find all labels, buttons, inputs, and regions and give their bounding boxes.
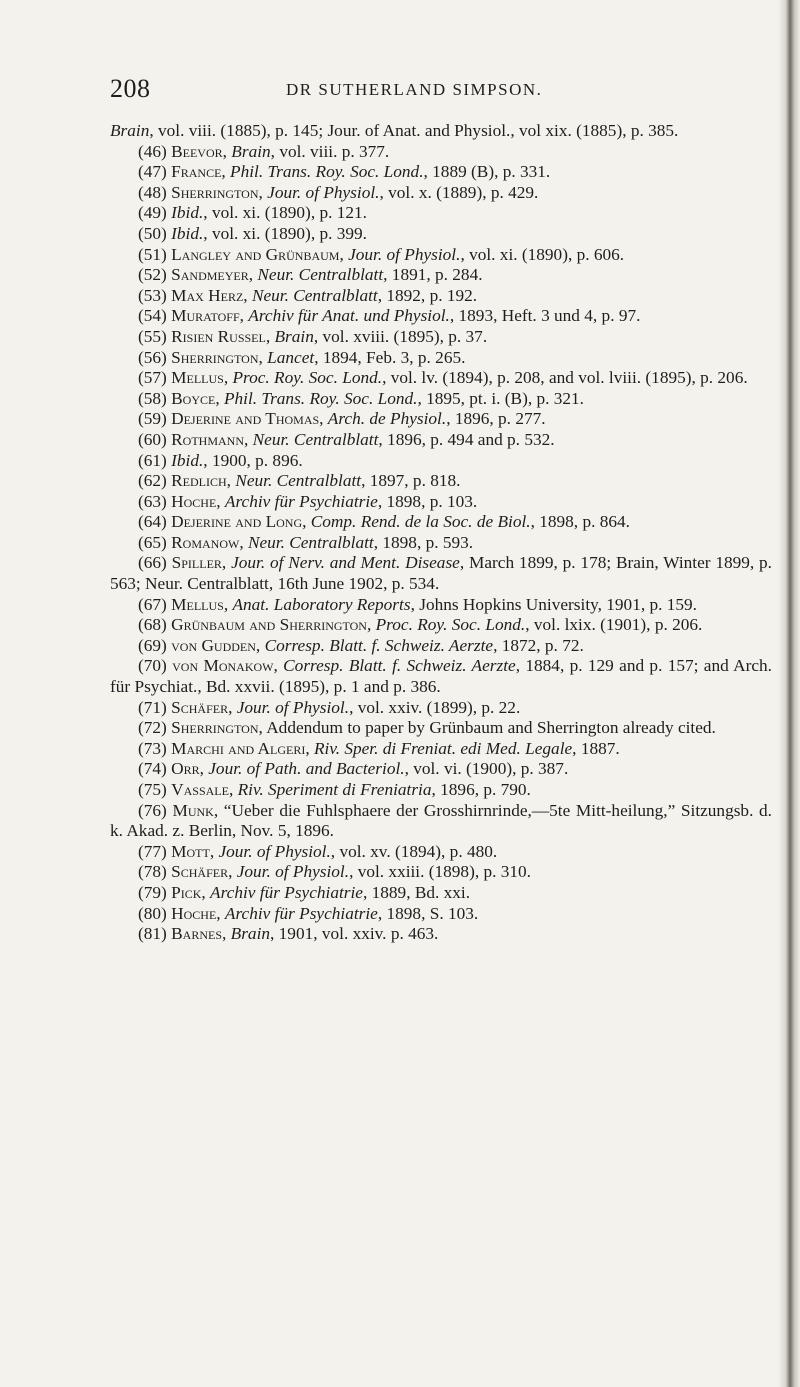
reference-author: Schäfer (171, 862, 229, 882)
reference-journal: Proc. Roy. Soc. Lond. (232, 368, 383, 388)
reference-journal: Comp. Rend. de la Soc. de Biol. (310, 512, 531, 532)
reference-journal: Jour. of Physiol. (236, 697, 350, 717)
reference-author: Dejerine and Thomas (171, 409, 320, 429)
reference-entry (110, 718, 772, 739)
reference-entry: (51) Langley and Grünbaum, Jour. of Physiol., vol. xi. (1890), p. 606. (138, 244, 625, 264)
page-number: 208 (110, 74, 151, 103)
reference-author: France (171, 162, 222, 182)
reference-details: , vol. xxiv. (1899), p. 22. (349, 697, 521, 717)
reference-details: , 1901, vol. xxiv. p. 463. (270, 924, 439, 944)
reference-entry: (66) Spiller, Jour. of Nerv. and Ment. Disease, March 1899, p. 178; Brain, Winter 1899, p. 563; Neur. Centralblatt, 16th June 1902, p. 534. (110, 553, 773, 594)
reference-author: Schäfer (171, 697, 229, 717)
reference-number: (66) (138, 553, 167, 573)
reference-journal: Ibid. (171, 450, 204, 470)
reference-author: Sherrington (171, 718, 259, 738)
reference-details: , 1896, p. 494 and p. 532. (378, 429, 555, 449)
reference-journal: Lancet (267, 347, 315, 367)
reference-details: , 1872, p. 72. (493, 635, 584, 655)
reference-entry: (57) Mellus, Proc. Roy. Soc. Lond., vol. lv. (1894), p. 208, and vol. lviii. (1895), p. 206. (138, 368, 748, 388)
reference-author: Spiller (171, 553, 222, 573)
reference-journal: Jour. of Physiol. (236, 862, 350, 882)
reference-details: , 1889, Bd. xxi. (362, 882, 471, 902)
reference-journal: Archiv für Anat. und Physiol. (248, 306, 450, 326)
reference-journal: Riv. Speriment di Freniatria (237, 780, 432, 799)
reference-number: (50) (138, 223, 167, 243)
reference-entry: (80) Hoche, Archiv für Psychiatrie, 1898, S. 103. (138, 903, 479, 923)
reference-list (110, 121, 772, 945)
reference-entry: (81) Barnes, Brain, 1901, vol. xxiv. p. 463. (138, 924, 439, 944)
reference-journal: Brain (231, 141, 271, 161)
reference-details: , 1884, p. 129 and p. 157; and Arch. für Psychiat., Bd. xxvii. (1895), p. 1 and p. 386. (110, 656, 772, 697)
reference-entry: (79) Pick, Archiv für Psychiatrie, 1889, Bd. xxi. (138, 882, 471, 902)
reference-author: Beevor (171, 141, 223, 161)
reference-journal: Neur. Centralblatt (257, 265, 384, 285)
reference-number: (53) (138, 285, 167, 305)
reference-entry: (78) Schäfer, Jour. of Physiol., vol. xxiii. (1898), p. 310. (138, 862, 531, 882)
page-edge (778, 0, 800, 1387)
reference-journal: Anat. Laboratory Reports (232, 594, 411, 614)
reference-entry: (54) Muratoff, Archiv für Anat. und Physiol., 1893, Heft. 3 und 4, p. 97. (138, 306, 641, 326)
reference-details: , vol. viii. p. 377. (270, 141, 390, 161)
reference-journal: Neur. Centralblatt (247, 532, 374, 552)
reference-number: (54) (138, 306, 167, 326)
reference-number: (75) (138, 780, 167, 799)
reference-author: Sherrington (171, 182, 259, 202)
reference-journal: Neur. Centralblatt (235, 471, 362, 491)
reference-details: , Addendum to paper by Grünbaum and Sherrington already cited. (258, 718, 716, 738)
reference-entry: (47) France, Phil. Trans. Roy. Soc. Lond., 1889 (B), p. 331. (138, 162, 551, 182)
reference-journal: Archiv für Psychiatrie (224, 903, 378, 923)
reference-details: , 1887. (572, 738, 620, 758)
reference-entry: (73) Marchi and Algeri, Riv. Sper. di Freniat. edi Med. Legale, 1887. (138, 738, 620, 758)
reference-journal: Brain (110, 121, 150, 140)
reference-entry: (60) Rothmann, Neur. Centralblatt, 1896, p. 494 and p. 532. (138, 429, 555, 449)
reference-entry (110, 121, 772, 142)
reference-journal: Jour. of Physiol. (348, 244, 461, 264)
reference-details: , 1900, p. 896. (203, 450, 303, 470)
reference-entry: (62) Redlich, Neur. Centralblatt, 1897, p. 818. (138, 471, 461, 491)
reference-number: (70) (138, 656, 167, 676)
reference-entry: (63) Hoche, Archiv für Psychiatrie, 1898, p. 103. (138, 491, 478, 511)
reference-author: Risien Russel (171, 326, 266, 346)
reference-author: Grünbaum and Sherrington (171, 615, 367, 635)
reference-details: , 1895, pt. i. (B), p. 321. (417, 388, 585, 408)
reference-author: Barnes (171, 924, 222, 944)
reference-author: Dejerine and Long (171, 512, 303, 532)
reference-journal: Phil. Trans. Roy. Soc. Lond. (230, 162, 424, 182)
reference-journal: Ibid. (171, 223, 204, 243)
reference-number: (61) (138, 450, 167, 470)
reference-number: (71) (138, 697, 167, 717)
reference-journal: Neur. Centralblatt (252, 429, 379, 449)
reference-number: (77) (138, 841, 167, 861)
reference-number: (64) (138, 512, 167, 532)
reference-author: Hoche (171, 491, 217, 511)
reference-details: , 1892, p. 192. (377, 285, 478, 305)
reference-entry (110, 801, 772, 842)
reference-number: (79) (138, 882, 167, 902)
reference-journal: Corresp. Blatt. f. Schweiz. Aerzte (283, 656, 516, 676)
reference-journal: Corresp. Blatt. f. Schweiz. Aerzte (264, 635, 494, 655)
reference-number: (48) (138, 182, 167, 202)
reference-entry: (71) Schäfer, Jour. of Physiol., vol. xxiv. (1899), p. 22. (138, 697, 521, 717)
reference-number: (67) (138, 594, 167, 614)
reference-entry: (65) Romanow, Neur. Centralblatt, 1898, p. 593. (138, 532, 474, 552)
reference-number: (81) (138, 924, 167, 944)
reference-author: Sherrington (171, 347, 259, 367)
reference-number: (63) (138, 491, 167, 511)
reference-number: (58) (138, 388, 167, 408)
reference-author: Muratoff (171, 306, 240, 326)
reference-entry (110, 224, 772, 245)
reference-author: Vassale (171, 780, 229, 799)
reference-details: , 1898, S. 103. (377, 903, 479, 923)
reference-journal: Archiv für Psychiatrie (210, 882, 363, 902)
reference-author: Rothmann (171, 429, 244, 449)
reference-author: Pick (171, 882, 202, 902)
reference-number: (47) (138, 162, 167, 182)
reference-number: (72) (138, 718, 167, 738)
reference-details: , vol. xv. (1894), p. 480. (330, 841, 498, 861)
reference-number: (78) (138, 862, 167, 882)
reference-number: (60) (138, 429, 167, 449)
reference-entry: (64) Dejerine and Long, Comp. Rend. de la Soc. de Biol., 1898, p. 864. (138, 512, 630, 532)
reference-details: , vol. xi. (1890), p. 606. (460, 244, 625, 264)
reference-author: Munk (172, 800, 214, 820)
reference-details: , vol. vi. (1900), p. 387. (404, 759, 569, 779)
reference-number: (56) (138, 347, 167, 367)
reference-entry: (56) Sherrington, Lancet, 1894, Feb. 3, p. 265. (138, 347, 466, 367)
reference-author: Max Herz (171, 285, 244, 305)
reference-journal: Jour. of Path. and Bacteriol. (208, 759, 405, 779)
reference-author: Redlich (171, 471, 227, 491)
reference-journal: Riv. Sper. di Freniat. edi Med. Legale (313, 738, 573, 758)
reference-number: (73) (138, 738, 167, 758)
reference-number: (59) (138, 409, 167, 429)
reference-details: , vol. x. (1889), p. 429. (379, 182, 539, 202)
reference-details: , “Ueber die Fuhlsphaere der Grosshirnrinde,—5te Mitt-heilung,” Sitzungsb. d. k. Akad. z. Berlin, Nov. 5, 1896. (110, 800, 772, 841)
reference-entry: (48) Sherrington, Jour. of Physiol., vol. x. (1889), p. 429. (138, 182, 539, 202)
reference-entry (110, 203, 772, 224)
reference-entry: (53) Max Herz, Neur. Centralblatt, 1892, p. 192. (138, 285, 478, 305)
reference-details: , vol. xviii. (1895), p. 37. (313, 326, 488, 346)
reference-number: (51) (138, 244, 167, 264)
reference-number: (65) (138, 532, 167, 552)
reference-details: , vol. viii. (1885), p. 145; Jour. of Anat. and Physiol., vol xix. (1885), p. 385. (149, 121, 679, 140)
reference-author: Sandmeyer (171, 265, 249, 285)
reference-author: Hoche (171, 903, 217, 923)
reference-journal: Archiv für Psychiatrie (224, 491, 378, 511)
reference-details: , 1897, p. 818. (361, 471, 461, 491)
reference-details: , 1894, Feb. 3, p. 265. (314, 347, 466, 367)
reference-number: (57) (138, 368, 167, 388)
reference-details: , 1893, Heft. 3 und 4, p. 97. (449, 306, 641, 326)
reference-entry: (46) Beevor, Brain, vol. viii. p. 377. (138, 141, 390, 161)
reference-details: , 1896, p. 277. (446, 409, 546, 429)
reference-details: , 1898, p. 864. (530, 512, 630, 532)
reference-entry: (55) Risien Russel, Brain, vol. xviii. (1895), p. 37. (138, 326, 488, 346)
reference-entry: (52) Sandmeyer, Neur. Centralblatt, 1891, p. 284. (138, 265, 483, 285)
reference-author: Romanow (171, 532, 240, 552)
reference-author: Boyce (171, 388, 216, 408)
reference-author: Mellus (171, 594, 224, 614)
reference-details: , 1898, p. 103. (377, 491, 478, 511)
reference-number: (55) (138, 326, 167, 346)
reference-number: (49) (138, 203, 167, 223)
reference-details: , March 1899, p. 178; Brain, Winter 1899, p. 563; Neur. Centralblatt, 16th June 1902, p. 534. (110, 553, 773, 594)
reference-details: , 1898, p. 593. (373, 532, 474, 552)
reference-author: Orr (171, 759, 200, 779)
reference-number: (52) (138, 265, 167, 285)
reference-details: , 1889 (B), p. 331. (423, 162, 551, 182)
page-header (110, 74, 730, 104)
reference-details: , 1896, p. 790. (431, 780, 531, 799)
reference-number: (76) (138, 800, 167, 820)
reference-number: (74) (138, 759, 167, 779)
reference-entry: (70) von Monakow, Corresp. Blatt. f. Schweiz. Aerzte, 1884, p. 129 and p. 157; and Arch. für Psychiat., Bd. xxvii. (1895), p. 1 and p. 386. (110, 656, 772, 697)
reference-journal: Jour. of Physiol. (218, 841, 331, 861)
reference-details: , vol. lv. (1894), p. 208, and vol. lviii. (1895), p. 206. (382, 368, 748, 388)
reference-journal: Proc. Roy. Soc. Lond. (375, 615, 526, 635)
reference-author: Marchi and Algeri (171, 738, 306, 758)
reference-journal: Ibid. (171, 203, 204, 223)
reference-number: (46) (138, 141, 167, 161)
reference-details: , vol. xxiii. (1898), p. 310. (349, 862, 531, 882)
reference-entry: (59) Dejerine and Thomas, Arch. de Physiol., 1896, p. 277. (138, 409, 546, 429)
reference-details: , 1891, p. 284. (383, 265, 483, 285)
reference-entry (110, 451, 772, 472)
reference-entry: (75) Vassale, Riv. Speriment di Freniatria, 1896, p. 790. (138, 780, 531, 799)
reference-details: , Johns Hopkins University, 1901, p. 159. (410, 594, 698, 614)
reference-author: Mott (171, 841, 210, 861)
reference-entry: (67) Mellus, Anat. Laboratory Reports, Johns Hopkins University, 1901, p. 159. (138, 594, 698, 614)
reference-number: (62) (138, 471, 167, 491)
reference-author: Mellus (171, 368, 224, 388)
reference-journal: Neur. Centralblatt (251, 285, 378, 305)
reference-entry: (69) von Gudden, Corresp. Blatt. f. Schweiz. Aerzte, 1872, p. 72. (138, 635, 584, 655)
reference-journal: Brain (274, 326, 314, 346)
reference-number: (80) (138, 903, 167, 923)
running-head: DR SUTHERLAND SIMPSON. (286, 80, 543, 99)
reference-author: von Monakow (172, 656, 274, 676)
reference-journal: Jour. of Physiol. (267, 182, 380, 202)
reference-number: (68) (138, 615, 167, 635)
reference-entry: (77) Mott, Jour. of Physiol., vol. xv. (1894), p. 480. (138, 841, 498, 861)
reference-details: , vol. xi. (1890), p. 399. (203, 223, 367, 243)
reference-number: (69) (138, 635, 167, 655)
reference-author: Langley and Grünbaum (171, 244, 340, 264)
reference-journal: Phil. Trans. Roy. Soc. Lond. (223, 388, 418, 408)
reference-details: , vol. lxix. (1901), p. 206. (525, 615, 703, 635)
reference-entry: (58) Boyce, Phil. Trans. Roy. Soc. Lond., 1895, pt. i. (B), p. 321. (138, 388, 585, 408)
reference-journal: Arch. de Physiol. (327, 409, 447, 429)
reference-entry: (74) Orr, Jour. of Path. and Bacteriol., vol. vi. (1900), p. 387. (138, 759, 569, 779)
reference-journal: Jour. of Nerv. and Ment. Disease (231, 553, 460, 573)
reference-author: von Gudden (171, 635, 256, 655)
reference-details: , vol. xi. (1890), p. 121. (203, 203, 367, 223)
reference-journal: Brain (230, 924, 271, 944)
reference-entry: (68) Grünbaum and Sherrington, Proc. Roy. Soc. Lond., vol. lxix. (1901), p. 206. (138, 615, 703, 635)
